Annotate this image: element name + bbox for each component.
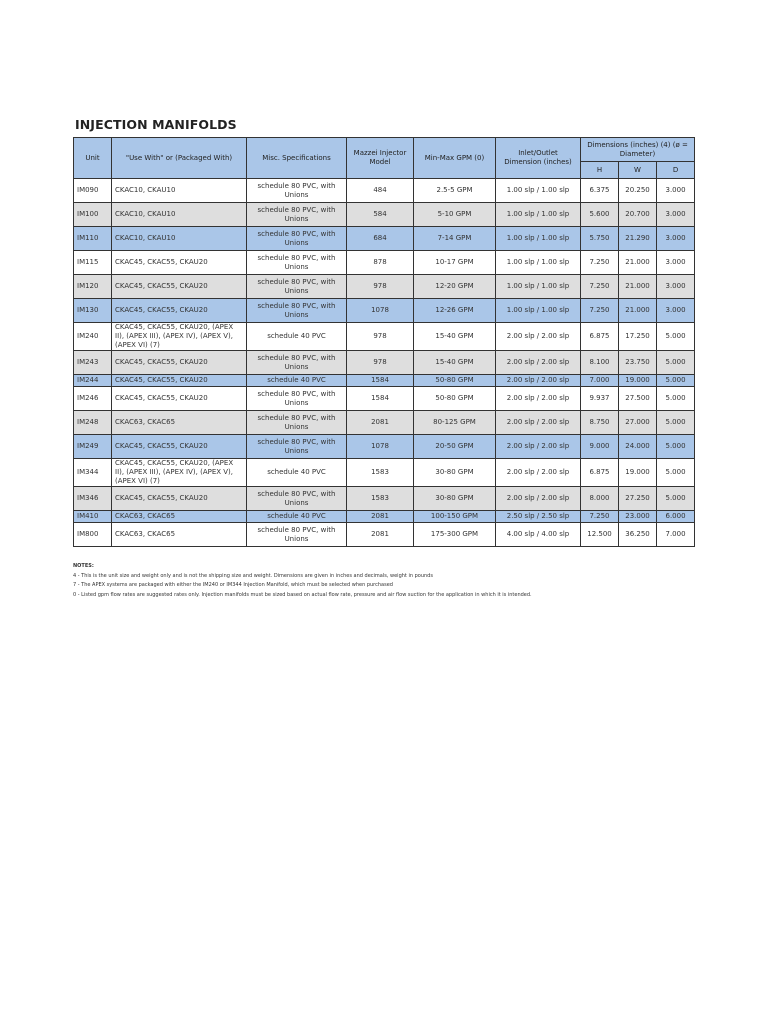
cell-height: 6.875 [581,323,619,351]
cell-inlet-outlet: 2.00 slp / 2.00 slp [496,411,581,435]
cell-depth: 7.000 [657,523,695,547]
header-w: W [619,162,657,179]
cell-inlet-outlet: 2.00 slp / 2.00 slp [496,487,581,511]
cell-height: 7.250 [581,299,619,323]
header-gpm: Min-Max GPM (0) [414,138,496,179]
cell-use-with: CKAC45, CKAC55, CKAU20, (APEX II), (APEX III), (APEX IV), (APEX V), (APEX VI) (7) [112,459,247,487]
note-line: 7 - The APEX systems are packaged with either the IM240 or IM344 Injection Manifold, which must be selected when purchased [73,582,393,588]
cell-height: 9.937 [581,387,619,411]
cell-inlet-outlet: 1.00 slp / 1.00 slp [496,299,581,323]
cell-use-with: CKAC45, CKAC55, CKAU20 [112,351,247,375]
cell-unit: IM346 [74,487,112,511]
cell-height: 6.375 [581,179,619,203]
cell-use-with: CKAC45, CKAC55, CKAU20 [112,435,247,459]
cell-specification: schedule 80 PVC, with Unions [247,227,347,251]
cell-height: 7.000 [581,375,619,387]
cell-gpm: 15-40 GPM [414,323,496,351]
cell-unit: IM090 [74,179,112,203]
cell-unit: IM800 [74,523,112,547]
cell-depth: 3.000 [657,299,695,323]
cell-gpm: 30-80 GPM [414,459,496,487]
notes-section [73,562,713,600]
cell-width: 21.000 [619,251,657,275]
cell-inlet-outlet: 2.00 slp / 2.00 slp [496,435,581,459]
table-row [74,387,695,411]
header-d: D [657,162,695,179]
cell-height: 5.600 [581,203,619,227]
cell-inlet-outlet: 2.00 slp / 2.00 slp [496,323,581,351]
header-misc-specifications: Misc. Specifications [247,138,347,179]
cell-width: 27.250 [619,487,657,511]
table-row [74,179,695,203]
cell-specification: schedule 80 PVC, with Unions [247,523,347,547]
cell-specification: schedule 80 PVC, with Unions [247,411,347,435]
cell-depth: 5.000 [657,351,695,375]
cell-injector-model: 484 [347,179,414,203]
table-row [74,411,695,435]
cell-width: 21.000 [619,299,657,323]
cell-depth: 5.000 [657,375,695,387]
cell-depth: 5.000 [657,387,695,411]
cell-height: 6.875 [581,459,619,487]
cell-gpm: 100-150 GPM [414,511,496,523]
table-row [74,323,695,351]
table-row [74,487,695,511]
header-inlet-outlet: Inlet/Outlet Dimension (inches) [496,138,581,179]
cell-injector-model: 978 [347,275,414,299]
table-row [74,227,695,251]
cell-width: 27.500 [619,387,657,411]
cell-unit: IM248 [74,411,112,435]
cell-inlet-outlet: 2.00 slp / 2.00 slp [496,459,581,487]
cell-inlet-outlet: 1.00 slp / 1.00 slp [496,275,581,299]
cell-width: 21.290 [619,227,657,251]
cell-injector-model: 2081 [347,523,414,547]
cell-specification: schedule 80 PVC, with Unions [247,275,347,299]
cell-width: 27.000 [619,411,657,435]
cell-injector-model: 2081 [347,511,414,523]
cell-height: 7.250 [581,251,619,275]
cell-use-with: CKAC45, CKAC55, CKAU20 [112,387,247,411]
cell-use-with: CKAC45, CKAC55, CKAU20 [112,375,247,387]
cell-inlet-outlet: 2.50 slp / 2.50 slp [496,511,581,523]
header-use-with: "Use With" or (Packaged With) [112,138,247,179]
table-row [74,375,695,387]
cell-specification: schedule 40 PVC [247,323,347,351]
cell-width: 19.000 [619,375,657,387]
table-row [74,351,695,375]
cell-unit: IM410 [74,511,112,523]
cell-use-with: CKAC45, CKAC55, CKAU20 [112,251,247,275]
cell-injector-model: 1583 [347,459,414,487]
cell-depth: 5.000 [657,459,695,487]
cell-height: 8.100 [581,351,619,375]
cell-width: 24.000 [619,435,657,459]
cell-width: 21.000 [619,275,657,299]
cell-gpm: 30-80 GPM [414,487,496,511]
table-row [74,459,695,487]
cell-height: 12.500 [581,523,619,547]
cell-specification: schedule 80 PVC, with Unions [247,487,347,511]
cell-height: 7.250 [581,275,619,299]
cell-gpm: 5-10 GPM [414,203,496,227]
cell-gpm: 12-20 GPM [414,275,496,299]
cell-gpm: 50-80 GPM [414,387,496,411]
cell-gpm: 10-17 GPM [414,251,496,275]
cell-width: 23.000 [619,511,657,523]
cell-gpm: 80-125 GPM [414,411,496,435]
cell-inlet-outlet: 2.00 slp / 2.00 slp [496,375,581,387]
notes-title: NOTES: [73,563,94,569]
cell-gpm: 12-26 GPM [414,299,496,323]
table-row [74,511,695,523]
cell-inlet-outlet: 1.00 slp / 1.00 slp [496,227,581,251]
cell-inlet-outlet: 2.00 slp / 2.00 slp [496,387,581,411]
cell-width: 19.000 [619,459,657,487]
cell-inlet-outlet: 1.00 slp / 1.00 slp [496,179,581,203]
cell-unit: IM240 [74,323,112,351]
cell-use-with: CKAC10, CKAU10 [112,179,247,203]
cell-specification: schedule 80 PVC, with Unions [247,299,347,323]
cell-specification: schedule 80 PVC, with Unions [247,351,347,375]
page-title: INJECTION MANIFOLDS [75,117,237,132]
cell-inlet-outlet: 1.00 slp / 1.00 slp [496,251,581,275]
cell-depth: 3.000 [657,275,695,299]
header-h: H [581,162,619,179]
cell-width: 17.250 [619,323,657,351]
cell-depth: 5.000 [657,411,695,435]
cell-use-with: CKAC45, CKAC55, CKAU20 [112,299,247,323]
cell-use-with: CKAC63, CKAC65 [112,411,247,435]
cell-use-with: CKAC45, CKAC55, CKAU20 [112,275,247,299]
cell-specification: schedule 80 PVC, with Unions [247,435,347,459]
header-injector-model: Mazzei Injector Model [347,138,414,179]
cell-use-with: CKAC45, CKAC55, CKAU20, (APEX II), (APEX III), (APEX IV), (APEX V), (APEX VI) (7) [112,323,247,351]
table-row [74,299,695,323]
cell-unit: IM244 [74,375,112,387]
cell-injector-model: 1078 [347,435,414,459]
table-row [74,251,695,275]
cell-use-with: CKAC10, CKAU10 [112,227,247,251]
cell-injector-model: 978 [347,351,414,375]
cell-inlet-outlet: 1.00 slp / 1.00 slp [496,203,581,227]
cell-unit: IM100 [74,203,112,227]
cell-depth: 6.000 [657,511,695,523]
cell-injector-model: 2081 [347,411,414,435]
cell-width: 20.700 [619,203,657,227]
cell-injector-model: 1584 [347,375,414,387]
cell-unit: IM246 [74,387,112,411]
header-dimensions: Dimensions (inches) (4) (ø = Diameter) [581,138,695,162]
cell-inlet-outlet: 4.00 slp / 4.00 slp [496,523,581,547]
cell-height: 8.000 [581,487,619,511]
cell-use-with: CKAC10, CKAU10 [112,203,247,227]
cell-unit: IM243 [74,351,112,375]
cell-specification: schedule 40 PVC [247,459,347,487]
cell-depth: 3.000 [657,227,695,251]
note-line: 0 - Listed gpm flow rates are suggested rates only. Injection manifolds must be sized based on actual flow rate, pressure and air flow suction for the application in which it is intended. [73,591,532,598]
cell-depth: 5.000 [657,323,695,351]
cell-unit: IM130 [74,299,112,323]
note-line: 4 - This is the unit size and weight only and is not the shipping size and weight. Dimensions are given in inches and decimals, weight in pounds [73,572,433,579]
table-row [74,203,695,227]
header-unit: Unit [74,138,112,179]
cell-specification: schedule 80 PVC, with Unions [247,251,347,275]
cell-depth: 3.000 [657,203,695,227]
cell-specification: schedule 80 PVC, with Unions [247,203,347,227]
cell-use-with: CKAC45, CKAC55, CKAU20 [112,487,247,511]
table-row [74,275,695,299]
table-row [74,435,695,459]
cell-injector-model: 584 [347,203,414,227]
cell-injector-model: 1078 [347,299,414,323]
cell-gpm: 20-50 GPM [414,435,496,459]
cell-depth: 5.000 [657,435,695,459]
cell-injector-model: 1583 [347,487,414,511]
cell-use-with: CKAC63, CKAC65 [112,523,247,547]
cell-gpm: 7-14 GPM [414,227,496,251]
cell-height: 7.250 [581,511,619,523]
cell-height: 9.000 [581,435,619,459]
cell-specification: schedule 40 PVC [247,375,347,387]
cell-width: 23.750 [619,351,657,375]
cell-use-with: CKAC63, CKAC65 [112,511,247,523]
cell-unit: IM249 [74,435,112,459]
cell-specification: schedule 40 PVC [247,511,347,523]
cell-depth: 5.000 [657,487,695,511]
cell-unit: IM120 [74,275,112,299]
cell-width: 20.250 [619,179,657,203]
cell-width: 36.250 [619,523,657,547]
cell-injector-model: 878 [347,251,414,275]
cell-gpm: 175-300 GPM [414,523,496,547]
cell-gpm: 50-80 GPM [414,375,496,387]
cell-depth: 3.000 [657,179,695,203]
cell-unit: IM115 [74,251,112,275]
cell-unit: IM344 [74,459,112,487]
cell-gpm: 2.5-5 GPM [414,179,496,203]
injection-manifolds-table [73,137,695,547]
cell-depth: 3.000 [657,251,695,275]
table-row [74,523,695,547]
cell-injector-model: 1584 [347,387,414,411]
cell-gpm: 15-40 GPM [414,351,496,375]
cell-specification: schedule 80 PVC, with Unions [247,387,347,411]
cell-inlet-outlet: 2.00 slp / 2.00 slp [496,351,581,375]
cell-height: 5.750 [581,227,619,251]
cell-unit: IM110 [74,227,112,251]
cell-specification: schedule 80 PVC, with Unions [247,179,347,203]
cell-height: 8.750 [581,411,619,435]
cell-injector-model: 978 [347,323,414,351]
cell-injector-model: 684 [347,227,414,251]
